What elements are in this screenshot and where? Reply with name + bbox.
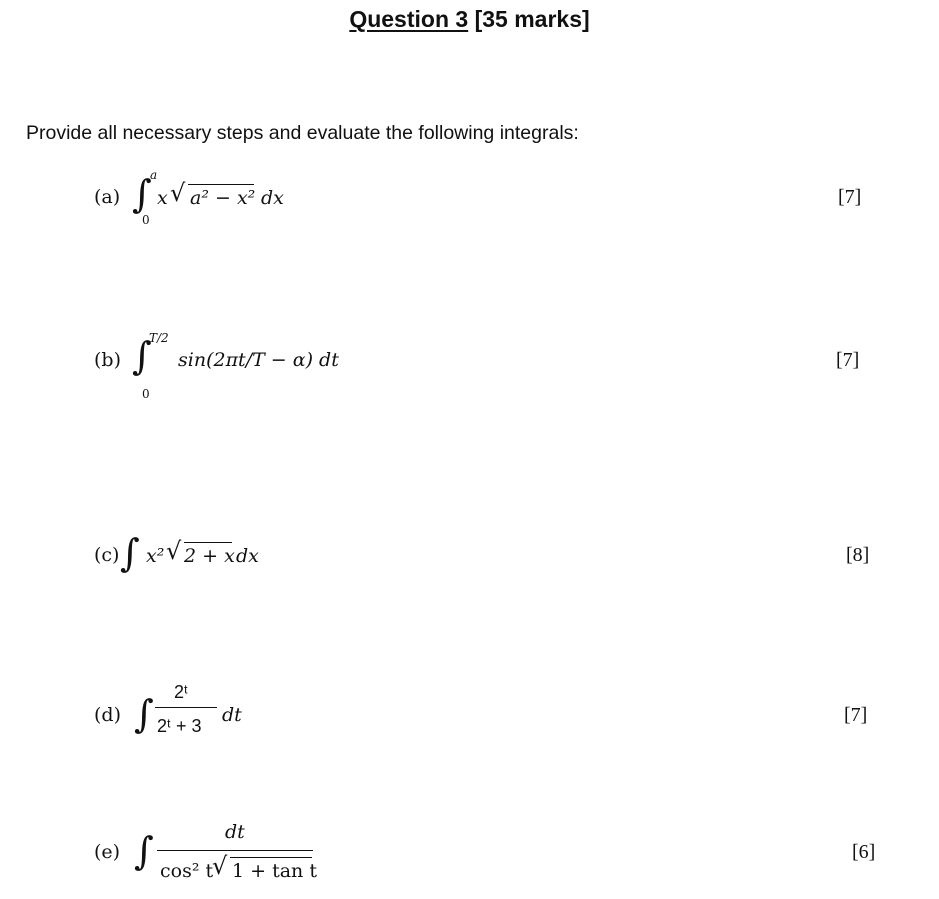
item-label: (d) — [94, 704, 121, 726]
integral-item-e — [0, 815, 939, 895]
radicand: a² − x² — [190, 187, 256, 209]
differential: dx — [236, 545, 259, 567]
radical-sign: √ — [212, 852, 228, 880]
lower-limit: 0 — [142, 213, 150, 227]
radical-bar — [184, 542, 232, 543]
fraction-numerator: 2ᵗ — [174, 682, 188, 702]
differential: dx — [261, 187, 284, 209]
lower-limit: 0 — [142, 387, 150, 401]
integrand: sin(2πt/T − α) dt — [178, 349, 339, 371]
integral-item-a — [0, 165, 939, 245]
integrand-prefix: x — [157, 187, 168, 209]
question-marks-total: [35 marks] — [468, 6, 590, 32]
integral-sign: ∫ — [120, 531, 140, 575]
marks-label: [6] — [852, 841, 876, 863]
integral-item-c — [0, 520, 939, 600]
integral-sign: ∫ — [132, 334, 152, 378]
question-number: Question 3 — [349, 6, 469, 32]
radical-bar — [230, 857, 312, 858]
upper-limit: T/2 — [149, 331, 169, 345]
fraction-numerator: dt — [225, 821, 245, 843]
integral-sign: ∫ — [134, 692, 154, 736]
instructions-text: Provide all necessary steps and evaluate the following integrals: — [26, 122, 579, 144]
question-title — [0, 6, 939, 33]
item-label: (b) — [94, 349, 121, 371]
item-label: (a) — [94, 186, 121, 208]
integral-item-d — [0, 680, 939, 760]
marks-label: [7] — [836, 349, 860, 371]
fraction-bar — [155, 707, 217, 708]
differential: dt — [222, 704, 242, 726]
radicand: 2 + x — [184, 545, 235, 567]
radicand: 1 + tan t — [232, 860, 317, 882]
radical-bar — [188, 184, 254, 185]
radical-sign: √ — [170, 179, 186, 207]
fraction-denominator: 2ᵗ + 3 — [157, 716, 202, 736]
radical-sign: √ — [166, 537, 182, 565]
integrand-prefix: x² — [146, 545, 165, 567]
upper-limit: a — [150, 168, 158, 182]
integral-sign: ∫ — [132, 172, 152, 216]
item-label: (c) — [94, 544, 120, 566]
marks-label: [7] — [838, 186, 862, 208]
marks-label: [7] — [844, 704, 868, 726]
denominator-prefix: cos² t — [160, 860, 214, 882]
integral-item-b — [0, 325, 939, 405]
item-label: (e) — [94, 841, 121, 863]
fraction-bar — [157, 850, 313, 851]
integral-sign: ∫ — [134, 829, 154, 873]
marks-label: [8] — [846, 544, 870, 566]
